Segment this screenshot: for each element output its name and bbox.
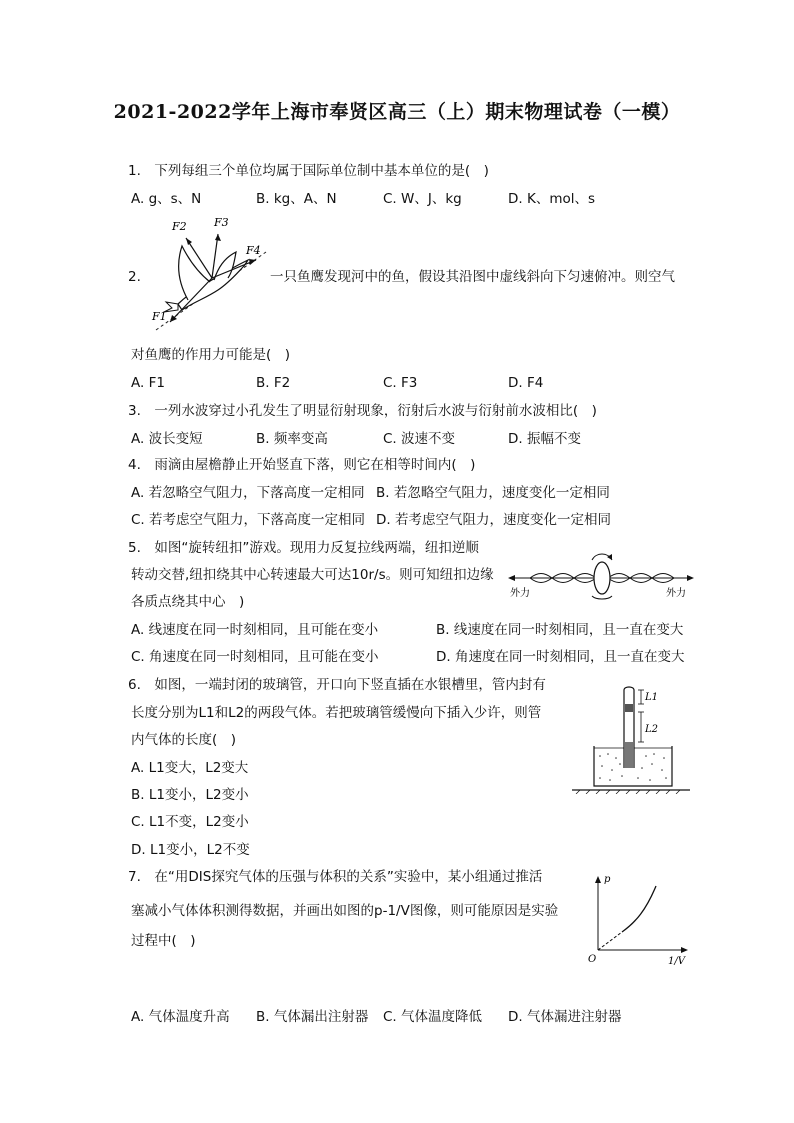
q7-stem-line1: 7. 在“用DIS探究气体的压强与体积的关系”实验中，某小组通过推活 (128, 869, 543, 885)
q6-option-a: A. L1变大，L2变大 (131, 760, 249, 776)
q6-stem-line1: 6. 如图，一端封闭的玻璃管，开口向下竖直插在水银槽里，管内封有 (128, 677, 546, 693)
bird-force-figure (148, 212, 270, 334)
q4-option-c: C. 若考虑空气阻力，下落高度一定相同 (131, 512, 366, 528)
q3-option-a: A. 波长变短 (131, 431, 203, 447)
spinning-button (594, 562, 610, 594)
origin-label: O (588, 954, 597, 965)
q5-stem-line3: 各质点绕其中心 ) (131, 594, 245, 610)
force-f3-arrowhead (215, 234, 221, 241)
q7-stem-line3: 过程中( ) (131, 933, 196, 949)
q2-number: 2. (128, 269, 141, 285)
x-axis-arrowhead (681, 947, 688, 953)
q5-stem-line2: 转动交替,纽扣绕其中心转速最大可达10r/s。则可知纽扣边缘 (131, 567, 494, 583)
q7-option-a: A. 气体温度升高 (131, 1009, 230, 1025)
q4-option-d: D. 若考虑空气阻力，速度变化一定相同 (376, 512, 611, 528)
q2-option-d: D. F4 (508, 375, 544, 391)
mercury-column-lower (625, 742, 633, 768)
q7-stem-line2: 塞减小气体体积测得数据，并画出如图的p-1/V图像，则可能原因是实验 (131, 903, 559, 919)
button-spin-figure (508, 548, 694, 600)
y-axis-arrowhead (595, 876, 601, 883)
right-force-label: 外力 (666, 588, 686, 599)
mercury-column-upper (625, 704, 633, 712)
q7-option-d: D. 气体漏进注射器 (508, 1009, 622, 1025)
q5-stem-line1: 5. 如图“旋转纽扣”游戏。现用力反复拉线两端，纽扣逆顺 (128, 540, 479, 556)
q4-option-a: A. 若忽略空气阻力，下落高度一定相同 (131, 485, 365, 501)
q3-option-b: B. 频率变高 (256, 431, 328, 447)
extrapolated-dashed-line (598, 932, 622, 950)
q5-option-a: A. 线速度在同一时刻相同，且可能在变小 (131, 622, 379, 638)
q3-option-c: C. 波速不变 (383, 431, 456, 447)
q1-option-a: A. g、s、N (131, 191, 202, 207)
q4-option-b: B. 若忽略空气阻力，速度变化一定相同 (376, 485, 610, 501)
q7-option-c: C. 气体温度降低 (383, 1009, 483, 1025)
q2-option-a: A. F1 (131, 375, 165, 391)
right-pull-arrowhead (687, 575, 694, 581)
q7-option-b: B. 气体漏出注射器 (256, 1009, 369, 1025)
y-axis-label: p (604, 874, 611, 885)
q5-option-b: B. 线速度在同一时刻相同，且一直在变大 (436, 622, 684, 638)
q1-option-b: B. kg、A、N (256, 191, 337, 207)
x-axis-label: 1/V (668, 956, 685, 966)
q1-stem: 1. 下列每组三个单位均属于国际单位制中基本单位的是( ) (128, 163, 489, 179)
label-l1: L1 (645, 692, 659, 703)
q6-stem-line3: 内气体的长度( ) (131, 732, 237, 748)
force-f4-arrowhead (249, 259, 256, 265)
q2-option-c: C. F3 (383, 375, 418, 391)
label-f4: F4 (246, 244, 261, 257)
label-f2: F2 (172, 220, 187, 233)
q1-option-c: C. W、J、kg (383, 191, 462, 207)
q6-option-c: C. L1不变，L2变小 (131, 814, 249, 830)
q1-option-d: D. K、mol、s (508, 191, 596, 207)
label-f3: F3 (214, 216, 229, 229)
left-force-label: 外力 (510, 588, 530, 599)
p-vs-inverse-v-graph (584, 870, 690, 966)
q5-option-c: C. 角速度在同一时刻相同，且可能在变小 (131, 649, 379, 665)
data-curve (622, 886, 656, 932)
q2-option-b: B. F2 (256, 375, 291, 391)
q6-option-b: B. L1变小，L2变小 (131, 787, 249, 803)
rotation-arrow-bottom (592, 596, 612, 599)
force-f2-arrowhead (186, 238, 192, 245)
q5-option-d: D. 角速度在同一时刻相同，且一直在变大 (436, 649, 685, 665)
q2-stem-line2: 对鱼鹰的作用力可能是( ) (131, 347, 291, 363)
mercury-tube-figure (572, 682, 690, 794)
label-f1: F1 (152, 310, 167, 323)
q4-stem: 4. 雨滴由屋檐静止开始竖直下落，则它在相等时间内( ) (128, 457, 476, 473)
q6-option-d: D. L1变小，L2不变 (131, 842, 250, 858)
q2-stem-line1: 一只鱼鹰发现河中的鱼，假设其沿图中虚线斜向下匀速俯冲。则空气 (270, 269, 675, 285)
q3-stem: 3. 一列水波穿过小孔发生了明显衍射现象，衍射后水波与衍射前水波相比( ) (128, 403, 597, 419)
q3-option-d: D. 振幅不变 (508, 431, 581, 447)
left-pull-arrowhead (508, 575, 515, 581)
label-l2: L2 (645, 724, 659, 735)
q6-stem-line2: 长度分别为L1和L2的两段气体。若把玻璃管缓慢向下插入少许，则管 (131, 705, 542, 721)
exam-title: 2021-2022学年上海市奉贤区高三（上）期末物理试卷（一模） (113, 101, 681, 123)
